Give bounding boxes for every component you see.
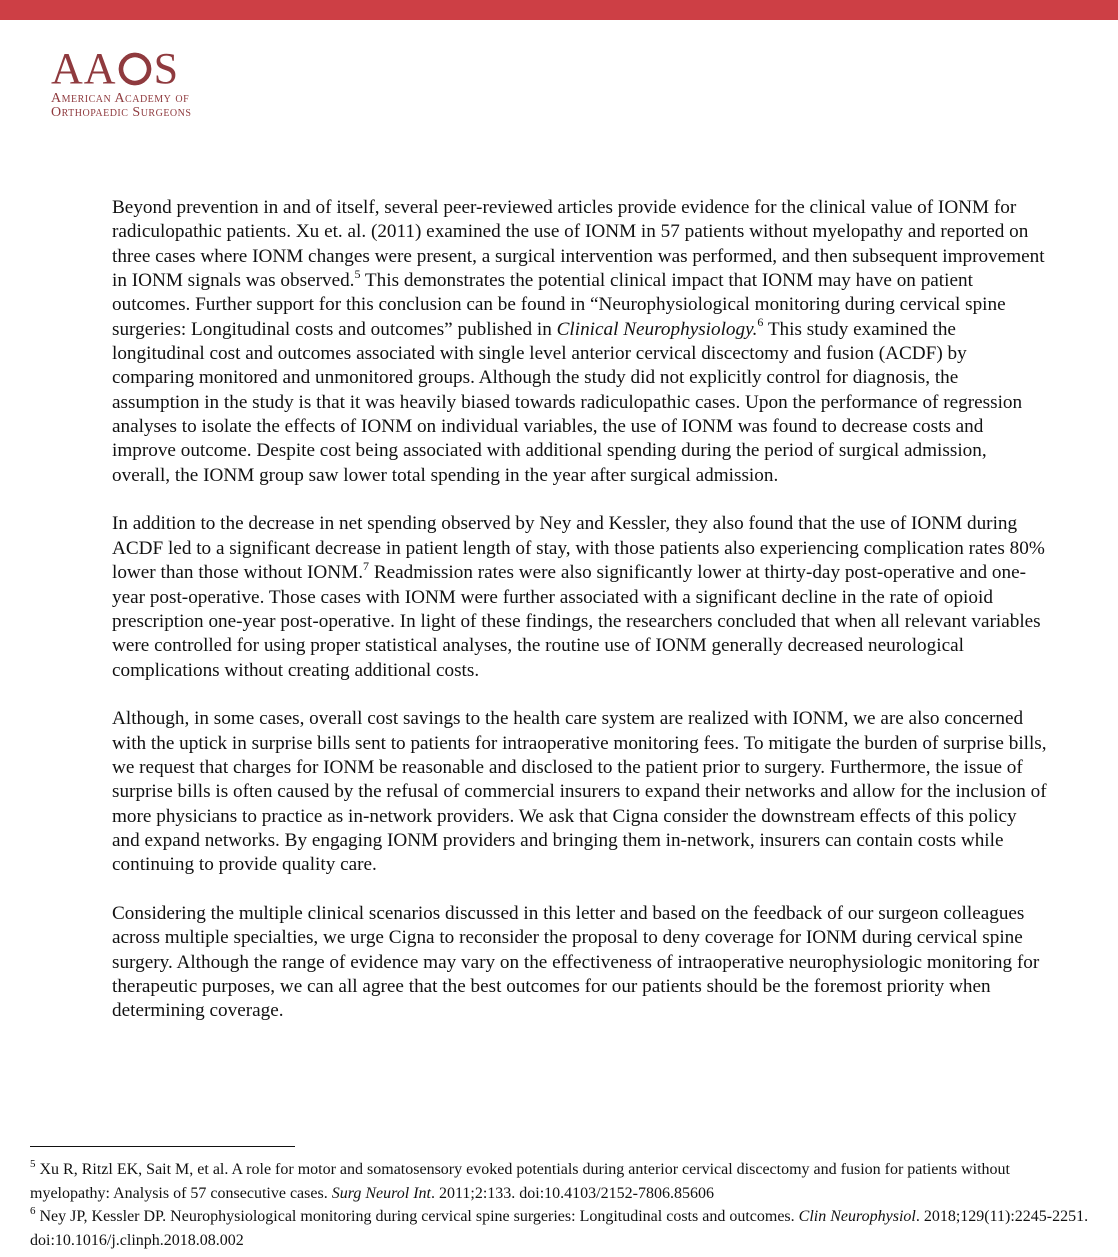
footnote-text: Xu R, Ritzl EK, Sait M, et al. A role for motor and somatosensory evoked potentials during anterior cervical discectomy and fusion for patients without myelopathy: Analysis of 57 consecutive cases. [30, 1161, 1010, 1202]
footnote-text: Ney JP, Kessler DP. Neurophysiological monitoring during cervical spine surgeries: Longitudinal costs and outcomes. [35, 1208, 799, 1225]
paragraph-3: Although, in some cases, overall cost savings to the health care system are realized with IONM, we are also concerned with the uptick in surprise bills sent to patients for intraoperative monitoring fees. To mitigate the burden of surprise bills, we request that charges for IONM be reasonable and disclosed to the patient prior to surgery. Furthermore, the issue of surprise bills is often caused by the refusal of commercial insurers to expand their networks and allow for the inclusion of more physicians to practice as in-network providers. We ask that Cigna consider the downstream effects of this policy and expand networks. By engaging IONM providers and bringing them in-network, insurers can contain costs while continuing to provide quality care. [112, 708, 1047, 876]
footnote-5 [30, 1158, 1090, 1205]
footnote-citation: . 2018;129(11):2245-2251. doi:10.1016/j.clinph.2018.08.002 [30, 1208, 1089, 1249]
logo-letters-right: S [153, 44, 180, 93]
footnote-journal: Clin Neurophysiol [798, 1208, 916, 1225]
logo-letters-left: AA [51, 44, 117, 93]
top-accent-bar [0, 0, 1118, 20]
logo-o-icon [118, 52, 152, 86]
logo-wordmark [51, 46, 251, 92]
footnote-ref-6: 6 [757, 315, 764, 330]
logo-line-1: American Academy of [51, 91, 190, 106]
aaos-logo [51, 46, 251, 120]
paragraph-2-text-b: Readmission rates were also significantly lower at thirty-day post-operative and one-year post-operative. Those cases with IONM were further associated with a significant decline in the rate of opioid prescription one-year post-operative. In light of these findings, the researchers concluded that when all relevant variables were controlled for using proper statistical analyses, the routine use of IONM generally decreased neurological complications without creating additional costs. [112, 562, 1041, 681]
paragraph-2 [112, 512, 1047, 682]
paragraph-1 [112, 196, 1047, 488]
paragraph-1-text-c: This study examined the longitudinal cost and outcomes associated with single level anterior cervical discectomy and fusion (ACDF) by comparing monitored and unmonitored groups. Although the study did not explicitly control for diagnosis, the assumption in the study is that it was heavily biased towards radiculopathic cases. Upon the performance of regression analyses to isolate the effects of IONM on individual variables, the use of IONM was found to decrease costs and improve outcome. Despite cost being associated with additional spending during the period of surgical admission, overall, the IONM group saw lower total spending in the year after surgical admission. [112, 318, 1023, 486]
footnote-ref-5: 5 [354, 266, 361, 281]
footnote-divider [30, 1146, 295, 1147]
logo-line-2: Orthopaedic Surgeons [51, 105, 192, 120]
letter-body [112, 196, 1047, 1048]
footnotes [30, 1158, 1090, 1252]
paragraph-2-text-a: In addition to the decrease in net spending observed by Ney and Kessler, they also found that the use of IONM during ACDF led to a significant decrease in patient length of stay, with those patients also experiencing complication rates 80% lower than those without IONM. [112, 513, 1045, 584]
footnote-number: 6 [30, 1204, 36, 1217]
footnote-citation: . 2011;2:133. doi:10.4103/2152-7806.85606 [430, 1184, 714, 1202]
paragraph-1-text-a: Beyond prevention in and of itself, several peer-reviewed articles provide evidence for the clinical value of IONM for radiculopathic patients. Xu et. al. (2011) examined the use of IONM in 57 patients without myelopathy and reported on three cases where IONM changes were present, a surgical intervention was performed, and then subsequent improvement in IONM signals was observed. [112, 197, 1045, 292]
footnote-6 [30, 1205, 1090, 1252]
paragraph-4: Considering the multiple clinical scenarios discussed in this letter and based on the feedback of our surgeon colleagues across multiple specialties, we urge Cigna to reconsider the proposal to deny coverage for IONM during cervical spine surgery. Although the range of evidence may vary on the effectiveness of intraoperative neurophysiologic monitoring for therapeutic purposes, we can all agree that the best outcomes for our patients should be the foremost priority when determining coverage. [112, 902, 1040, 1022]
footnote-number: 5 [30, 1157, 36, 1170]
footnote-ref-7: 7 [363, 558, 370, 573]
footnote-journal: Surg Neurol Int [331, 1184, 431, 1202]
journal-title: Clinical Neurophysiology. [556, 318, 758, 340]
paragraph-1-text-b: This demonstrates the potential clinical impact that IONM may have on patient outcomes. Further support for this conclusion can be found in “Neurophysiological monitoring during cervical spine surgeries: Longitudinal costs and outcomes” published in [112, 270, 1006, 340]
